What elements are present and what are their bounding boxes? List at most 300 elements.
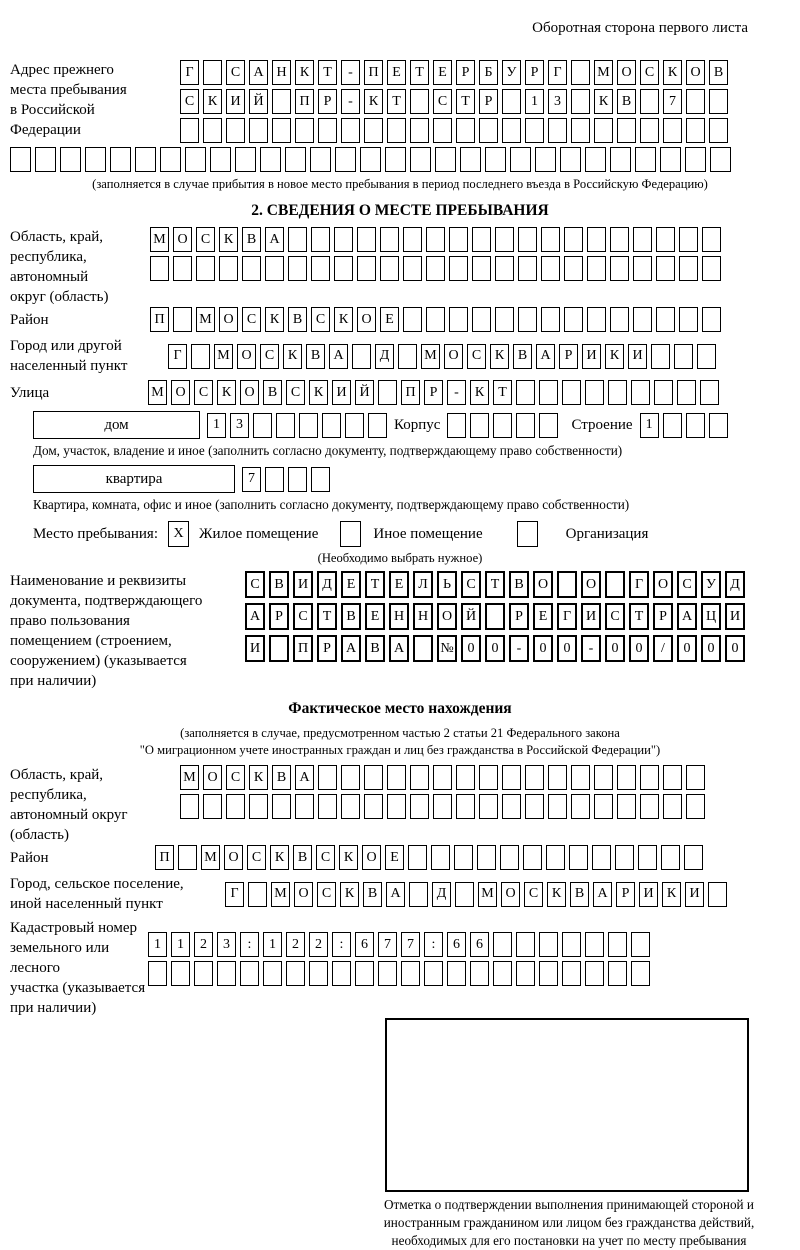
char-box xyxy=(571,89,590,114)
char-box: М xyxy=(150,227,169,252)
char-box xyxy=(585,932,604,957)
char-box xyxy=(110,147,131,172)
char-box xyxy=(571,765,590,790)
char-box: 2 xyxy=(286,932,305,957)
char-box xyxy=(569,845,588,870)
char-box xyxy=(410,118,429,143)
char-box: М xyxy=(148,380,167,405)
char-box xyxy=(226,118,245,143)
char-box xyxy=(135,147,156,172)
char-box xyxy=(548,118,567,143)
char-box: О xyxy=(501,882,520,907)
char-box xyxy=(564,256,583,281)
char-box xyxy=(456,765,475,790)
char-box xyxy=(656,307,675,332)
char-box xyxy=(610,147,631,172)
char-box xyxy=(560,147,581,172)
char-box xyxy=(387,118,406,143)
char-box: 6 xyxy=(355,932,374,957)
checkbox-organizatsiya[interactable] xyxy=(517,521,538,547)
char-box: С xyxy=(524,882,543,907)
char-box: Д xyxy=(725,571,745,598)
document-label-line: сооружением) (указывается xyxy=(10,653,187,669)
char-box xyxy=(592,845,611,870)
char-box xyxy=(357,227,376,252)
char-box xyxy=(410,89,429,114)
fact-oblast-label-line: автономный округ xyxy=(10,807,128,823)
char-box xyxy=(585,961,604,986)
char-box xyxy=(426,227,445,252)
checkbox-zhiloe[interactable]: X xyxy=(168,521,189,547)
char-box: С xyxy=(286,380,305,405)
mesto-label: Место пребывания: xyxy=(33,526,158,542)
char-box xyxy=(525,118,544,143)
char-box xyxy=(352,344,371,369)
oblast-label-line: автономный xyxy=(10,269,89,285)
char-box xyxy=(587,256,606,281)
char-box xyxy=(615,845,634,870)
char-box: А xyxy=(329,344,348,369)
char-box xyxy=(341,118,360,143)
char-box: 1 xyxy=(263,932,282,957)
char-box xyxy=(679,256,698,281)
checkbox-inoe[interactable] xyxy=(340,521,361,547)
char-box: С xyxy=(433,89,452,114)
char-box: С xyxy=(311,307,330,332)
char-box: В xyxy=(269,571,289,598)
char-box xyxy=(686,89,705,114)
char-box xyxy=(178,845,197,870)
char-box: К xyxy=(339,845,358,870)
prev-address-block xyxy=(10,60,790,147)
char-box xyxy=(518,227,537,252)
char-box xyxy=(663,118,682,143)
char-box xyxy=(493,413,512,438)
char-box: Е xyxy=(380,307,399,332)
char-box xyxy=(332,961,351,986)
char-box xyxy=(433,118,452,143)
kadastr-block xyxy=(10,918,790,1018)
char-box xyxy=(502,89,521,114)
char-box: 1 xyxy=(207,413,226,438)
char-box xyxy=(288,256,307,281)
char-box xyxy=(485,603,505,630)
char-box xyxy=(272,794,291,819)
char-box xyxy=(10,147,31,172)
char-box xyxy=(295,794,314,819)
char-box xyxy=(248,882,267,907)
prev-address-label-line: Адрес прежнего xyxy=(10,62,114,78)
char-box: У xyxy=(502,60,521,85)
char-box: К xyxy=(663,60,682,85)
char-box xyxy=(702,227,721,252)
prev-address-footnote: (заполняется в случае прибытия в новое место пребывания в период последнего въезда в Российскую Федерацию) xyxy=(92,177,708,191)
char-box: 7 xyxy=(378,932,397,957)
char-box xyxy=(617,765,636,790)
char-box xyxy=(185,147,206,172)
char-box xyxy=(380,256,399,281)
char-box: С xyxy=(260,344,279,369)
char-box: 6 xyxy=(470,932,489,957)
char-box xyxy=(409,882,428,907)
char-box: В xyxy=(617,89,636,114)
char-box: С xyxy=(226,765,245,790)
char-box xyxy=(608,380,627,405)
char-box xyxy=(334,256,353,281)
char-box xyxy=(631,380,650,405)
fact-footnote-line: "О миграционном учете иностранных граждан и лиц без гражданства в Российской Федерации") xyxy=(139,743,661,757)
char-box xyxy=(633,307,652,332)
char-box xyxy=(686,118,705,143)
char-box xyxy=(203,118,222,143)
char-box xyxy=(180,118,199,143)
char-box: : xyxy=(424,932,443,957)
char-box xyxy=(677,380,696,405)
char-box xyxy=(311,256,330,281)
char-box xyxy=(495,307,514,332)
char-box xyxy=(525,765,544,790)
prev-address-label-line: места пребывания xyxy=(10,82,127,98)
kadastr-label-line: при наличии) xyxy=(10,1000,97,1016)
char-box: - xyxy=(509,635,529,662)
char-box: К xyxy=(295,60,314,85)
oblast-label-line: округ (область) xyxy=(10,289,109,305)
char-box: А xyxy=(295,765,314,790)
char-box: С xyxy=(247,845,266,870)
document-label-line: право пользования xyxy=(10,613,130,629)
char-box xyxy=(640,765,659,790)
char-box: М xyxy=(421,344,440,369)
char-box: В xyxy=(272,765,291,790)
char-box xyxy=(447,961,466,986)
char-box xyxy=(160,147,181,172)
char-box xyxy=(525,794,544,819)
char-box xyxy=(357,256,376,281)
char-box xyxy=(285,147,306,172)
fact-oblast-block xyxy=(10,765,790,845)
char-box xyxy=(700,380,719,405)
char-box: Е xyxy=(533,603,553,630)
char-box xyxy=(426,307,445,332)
char-box: О xyxy=(173,227,192,252)
gorod-label-line: населенный пункт xyxy=(10,358,128,374)
char-box: Т xyxy=(485,571,505,598)
char-box: - xyxy=(341,60,360,85)
char-box xyxy=(276,413,295,438)
char-box: 1 xyxy=(148,932,167,957)
char-box: О xyxy=(224,845,243,870)
char-box: К xyxy=(270,845,289,870)
char-box: В xyxy=(293,845,312,870)
char-box: С xyxy=(245,571,265,598)
char-box: 0 xyxy=(485,635,505,662)
char-box: О xyxy=(203,765,222,790)
char-box: С xyxy=(180,89,199,114)
document-row-2 xyxy=(245,603,745,630)
char-box: Д xyxy=(375,344,394,369)
char-box: И xyxy=(332,380,351,405)
char-box: О xyxy=(362,845,381,870)
char-box xyxy=(594,118,613,143)
char-box xyxy=(472,307,491,332)
char-box xyxy=(431,845,450,870)
char-box xyxy=(485,147,506,172)
char-box xyxy=(686,794,705,819)
char-box xyxy=(196,256,215,281)
char-box: О xyxy=(617,60,636,85)
char-box: С xyxy=(196,227,215,252)
ulitsa-label: Улица xyxy=(10,384,50,401)
char-box xyxy=(345,413,364,438)
char-box xyxy=(539,932,558,957)
char-box xyxy=(413,635,433,662)
char-box xyxy=(456,118,475,143)
char-box: Е xyxy=(341,571,361,598)
char-box: О xyxy=(357,307,376,332)
korpus-row xyxy=(447,413,558,438)
char-box xyxy=(355,961,374,986)
char-box xyxy=(288,227,307,252)
char-box xyxy=(640,118,659,143)
char-box: М xyxy=(201,845,220,870)
char-box xyxy=(684,845,703,870)
dom-number-row xyxy=(207,413,387,438)
char-box xyxy=(299,413,318,438)
char-box: В xyxy=(363,882,382,907)
char-box: 7 xyxy=(401,932,420,957)
char-box xyxy=(410,147,431,172)
char-box xyxy=(479,765,498,790)
char-box: Р xyxy=(269,603,289,630)
char-box xyxy=(210,147,231,172)
char-box: Е xyxy=(433,60,452,85)
char-box xyxy=(449,307,468,332)
char-box: Р xyxy=(479,89,498,114)
char-box: В xyxy=(288,307,307,332)
char-box xyxy=(203,60,222,85)
char-box xyxy=(564,307,583,332)
char-box xyxy=(631,961,650,986)
char-box: А xyxy=(265,227,284,252)
char-box xyxy=(631,932,650,957)
char-box xyxy=(594,765,613,790)
section2-title: 2. СВЕДЕНИЯ О МЕСТЕ ПРЕБЫВАНИЯ xyxy=(251,202,549,219)
char-box xyxy=(433,765,452,790)
char-box xyxy=(523,845,542,870)
char-box xyxy=(455,882,474,907)
char-box xyxy=(548,765,567,790)
char-box: М xyxy=(196,307,215,332)
char-box: Й xyxy=(461,603,481,630)
char-box: П xyxy=(295,89,314,114)
char-box: 7 xyxy=(242,467,261,492)
char-box xyxy=(585,147,606,172)
char-box xyxy=(656,227,675,252)
char-box xyxy=(269,635,289,662)
char-box: В xyxy=(709,60,728,85)
char-box xyxy=(510,147,531,172)
char-box: В xyxy=(365,635,385,662)
char-box: 2 xyxy=(309,932,328,957)
char-box: Д xyxy=(432,882,451,907)
char-box: Г xyxy=(180,60,199,85)
char-box xyxy=(702,307,721,332)
oblast-row-2 xyxy=(150,256,721,281)
char-box: Г xyxy=(629,571,649,598)
char-box xyxy=(368,413,387,438)
char-box: С xyxy=(242,307,261,332)
char-box xyxy=(35,147,56,172)
char-box: К xyxy=(219,227,238,252)
char-box: К xyxy=(547,882,566,907)
char-box: 1 xyxy=(171,932,190,957)
char-box: А xyxy=(677,603,697,630)
char-box xyxy=(500,845,519,870)
char-box: 0 xyxy=(605,635,625,662)
char-box: 0 xyxy=(533,635,553,662)
char-box xyxy=(541,227,560,252)
char-box xyxy=(610,227,629,252)
char-box xyxy=(226,794,245,819)
char-box xyxy=(398,344,417,369)
char-box: К xyxy=(470,380,489,405)
char-box: 0 xyxy=(701,635,721,662)
choose-footnote: (Необходимо выбрать нужное) xyxy=(317,551,483,565)
char-box xyxy=(249,118,268,143)
char-box xyxy=(311,467,330,492)
char-box xyxy=(686,765,705,790)
gorod-block xyxy=(10,336,790,376)
char-box: 0 xyxy=(629,635,649,662)
oblast-label-line: республика, xyxy=(10,249,87,265)
char-box xyxy=(516,961,535,986)
char-box xyxy=(651,344,670,369)
fact-gorod-label-line: иной населенный пункт xyxy=(10,896,163,912)
stamp-caption: Отметка о подтверждении выполнения принимающей стороной и иностранным гражданином или лицом без гражданства действий, необходимых для его постановки на учет по месту пребывания xyxy=(383,1197,755,1248)
char-box xyxy=(335,147,356,172)
char-box: М xyxy=(214,344,233,369)
dom-label-box: дом xyxy=(33,411,200,439)
char-box xyxy=(341,794,360,819)
char-box: / xyxy=(653,635,673,662)
char-box xyxy=(617,118,636,143)
char-box: В xyxy=(263,380,282,405)
char-box: О xyxy=(294,882,313,907)
char-box: П xyxy=(155,845,174,870)
char-box: К xyxy=(203,89,222,114)
char-box: С xyxy=(317,882,336,907)
char-box: О xyxy=(444,344,463,369)
fact-oblast-row-2 xyxy=(180,794,705,819)
document-row-3 xyxy=(245,635,745,662)
char-box xyxy=(610,307,629,332)
char-box xyxy=(265,256,284,281)
prev-address-label-line: в Российской xyxy=(10,102,95,118)
char-box: 3 xyxy=(217,932,236,957)
char-box xyxy=(219,256,238,281)
fact-gorod-label-line: Город, сельское поселение, xyxy=(10,876,184,892)
char-box xyxy=(318,118,337,143)
char-box: С xyxy=(226,60,245,85)
fact-raion-row xyxy=(155,845,703,870)
char-box xyxy=(364,794,383,819)
char-box xyxy=(408,845,427,870)
fact-oblast-label-line: республика, xyxy=(10,787,87,803)
char-box xyxy=(334,227,353,252)
char-box: Н xyxy=(389,603,409,630)
char-box: И xyxy=(628,344,647,369)
char-box xyxy=(608,961,627,986)
char-box: К xyxy=(605,344,624,369)
char-box: В xyxy=(513,344,532,369)
char-box: С xyxy=(194,380,213,405)
document-row-1 xyxy=(245,571,745,598)
char-box: - xyxy=(341,89,360,114)
char-box xyxy=(477,845,496,870)
char-box xyxy=(378,961,397,986)
char-box: : xyxy=(240,932,259,957)
char-box xyxy=(217,961,236,986)
char-box xyxy=(594,794,613,819)
char-box: О xyxy=(240,380,259,405)
char-box: А xyxy=(536,344,555,369)
char-box: Т xyxy=(387,89,406,114)
document-label-line: при наличии) xyxy=(10,673,97,689)
char-box xyxy=(403,256,422,281)
char-box: С xyxy=(467,344,486,369)
option-organizatsiya-label: Организация xyxy=(565,526,649,542)
page-corner-note: Оборотная сторона первого листа xyxy=(532,20,748,36)
char-box: Н xyxy=(413,603,433,630)
char-box xyxy=(493,932,512,957)
char-box xyxy=(541,256,560,281)
char-box xyxy=(272,118,291,143)
char-box xyxy=(656,256,675,281)
char-box xyxy=(148,961,167,986)
ulitsa-row xyxy=(148,380,719,405)
fact-raion-block xyxy=(10,845,790,870)
char-box: О xyxy=(653,571,673,598)
char-box: А xyxy=(389,635,409,662)
char-box xyxy=(535,147,556,172)
char-box xyxy=(608,932,627,957)
char-box: В xyxy=(509,571,529,598)
char-box: О xyxy=(533,571,553,598)
char-box: П xyxy=(364,60,383,85)
char-box xyxy=(310,147,331,172)
char-box: К xyxy=(334,307,353,332)
char-box: Р xyxy=(653,603,673,630)
ulitsa-block xyxy=(10,380,790,405)
korpus-label: Корпус xyxy=(394,417,441,433)
char-box: И xyxy=(725,603,745,630)
char-box: Т xyxy=(410,60,429,85)
char-box xyxy=(539,961,558,986)
char-box: А xyxy=(249,60,268,85)
char-box xyxy=(660,147,681,172)
char-box xyxy=(679,307,698,332)
char-box xyxy=(516,413,535,438)
char-box xyxy=(571,794,590,819)
char-box xyxy=(265,467,284,492)
char-box xyxy=(654,380,673,405)
char-box xyxy=(541,307,560,332)
char-box xyxy=(435,147,456,172)
char-box: К xyxy=(594,89,613,114)
char-box xyxy=(502,794,521,819)
char-box: И xyxy=(685,882,704,907)
char-box xyxy=(387,794,406,819)
